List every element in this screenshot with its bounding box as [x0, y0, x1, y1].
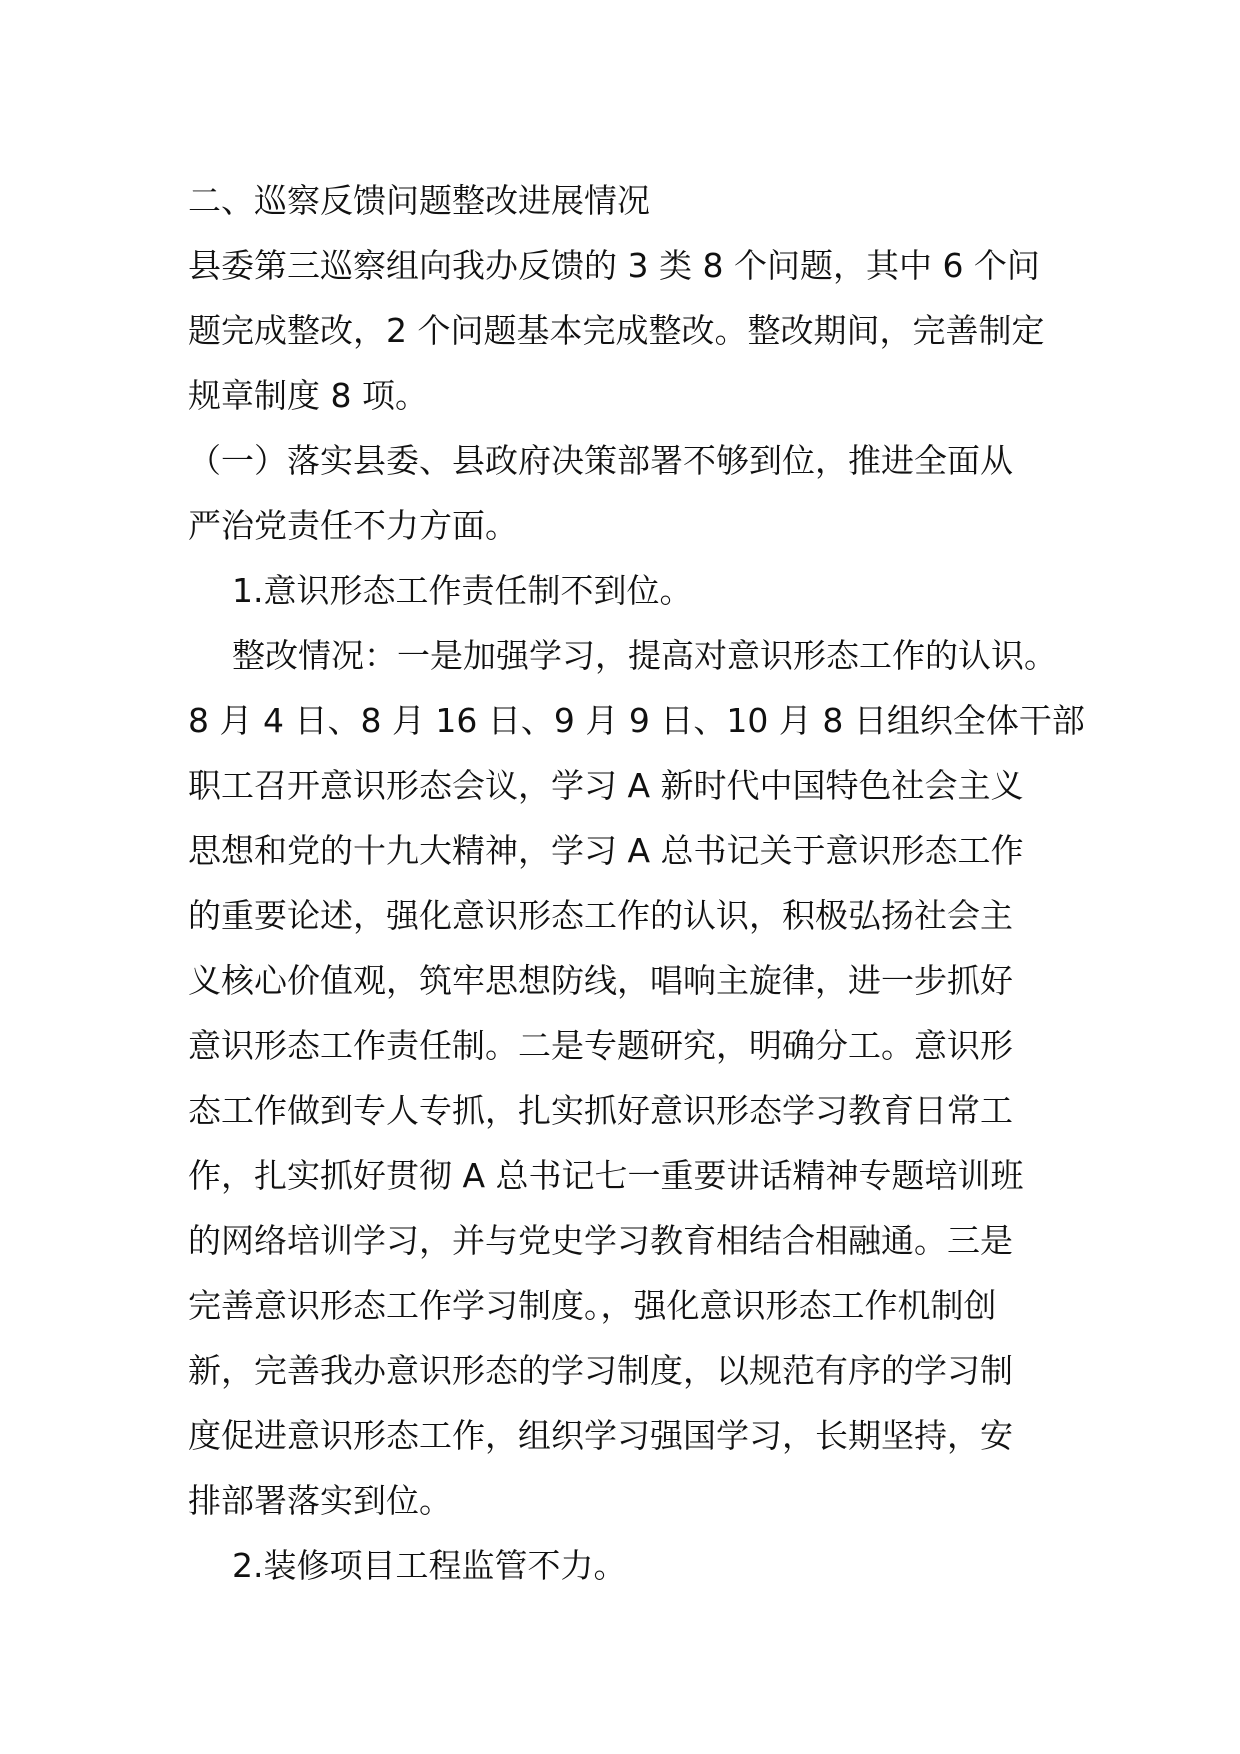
paragraph-line: 完善意识形态工作学习制度。，强化意识形态工作机制创: [188, 1286, 997, 1325]
document-body: [188, 168, 1085, 1598]
paragraph-line: 规章制度 8 项。: [188, 376, 428, 415]
paragraph-line: 职工召开意识形态会议，学习 A 新时代中国特色社会主义: [188, 766, 1024, 805]
paragraph-line: 整改情况：一是加强学习，提高对意识形态工作的认识。: [232, 636, 1057, 675]
paragraph-line: 县委第三巡察组向我办反馈的 3 类 8 个问题，其中 6 个问: [188, 246, 1040, 285]
paragraph-line: 题完成整改，2 个问题基本完成整改。整改期间，完善制定: [188, 311, 1045, 350]
item-heading: 1.意识形态工作责任制不到位。: [232, 571, 693, 610]
paragraph-line: 新，完善我办意识形态的学习制度，以规范有序的学习制: [188, 1351, 1013, 1390]
paragraph-line: 度促进意识形态工作，组织学习强国学习，长期坚持，安: [188, 1416, 1013, 1455]
item-heading: 2.装修项目工程监管不力。: [232, 1546, 627, 1585]
paragraph-line: 排部署落实到位。: [188, 1481, 452, 1520]
paragraph-line: 的重要论述，强化意识形态工作的认识，积极弘扬社会主: [188, 896, 1013, 935]
paragraph-line: 的网络培训学习，并与党史学习教育相结合相融通。三是: [188, 1221, 1013, 1260]
paragraph-line: 思想和党的十九大精神，学习 A 总书记关于意识形态工作: [188, 831, 1024, 870]
paragraph-line: 作，扎实抓好贯彻 A 总书记七一重要讲话精神专题培训班: [188, 1156, 1024, 1195]
paragraph-line: 态工作做到专人专抓，扎实抓好意识形态学习教育日常工: [188, 1091, 1013, 1130]
paragraph-line: 义核心价值观，筑牢思想防线，唱响主旋律，进一步抓好: [188, 961, 1013, 1000]
paragraph-line: 8 月 4 日、8 月 16 日、9 月 9 日、10 月 8 日组织全体干部: [188, 701, 1085, 740]
paragraph-line: 意识形态工作责任制。二是专题研究，明确分工。意识形: [188, 1026, 1013, 1065]
subsection-heading: 严治党责任不力方面。: [188, 506, 518, 545]
section-heading: 二、巡察反馈问题整改进展情况: [188, 181, 650, 220]
subsection-heading: （一）落实县委、县政府决策部署不够到位，推进全面从: [188, 441, 1013, 480]
